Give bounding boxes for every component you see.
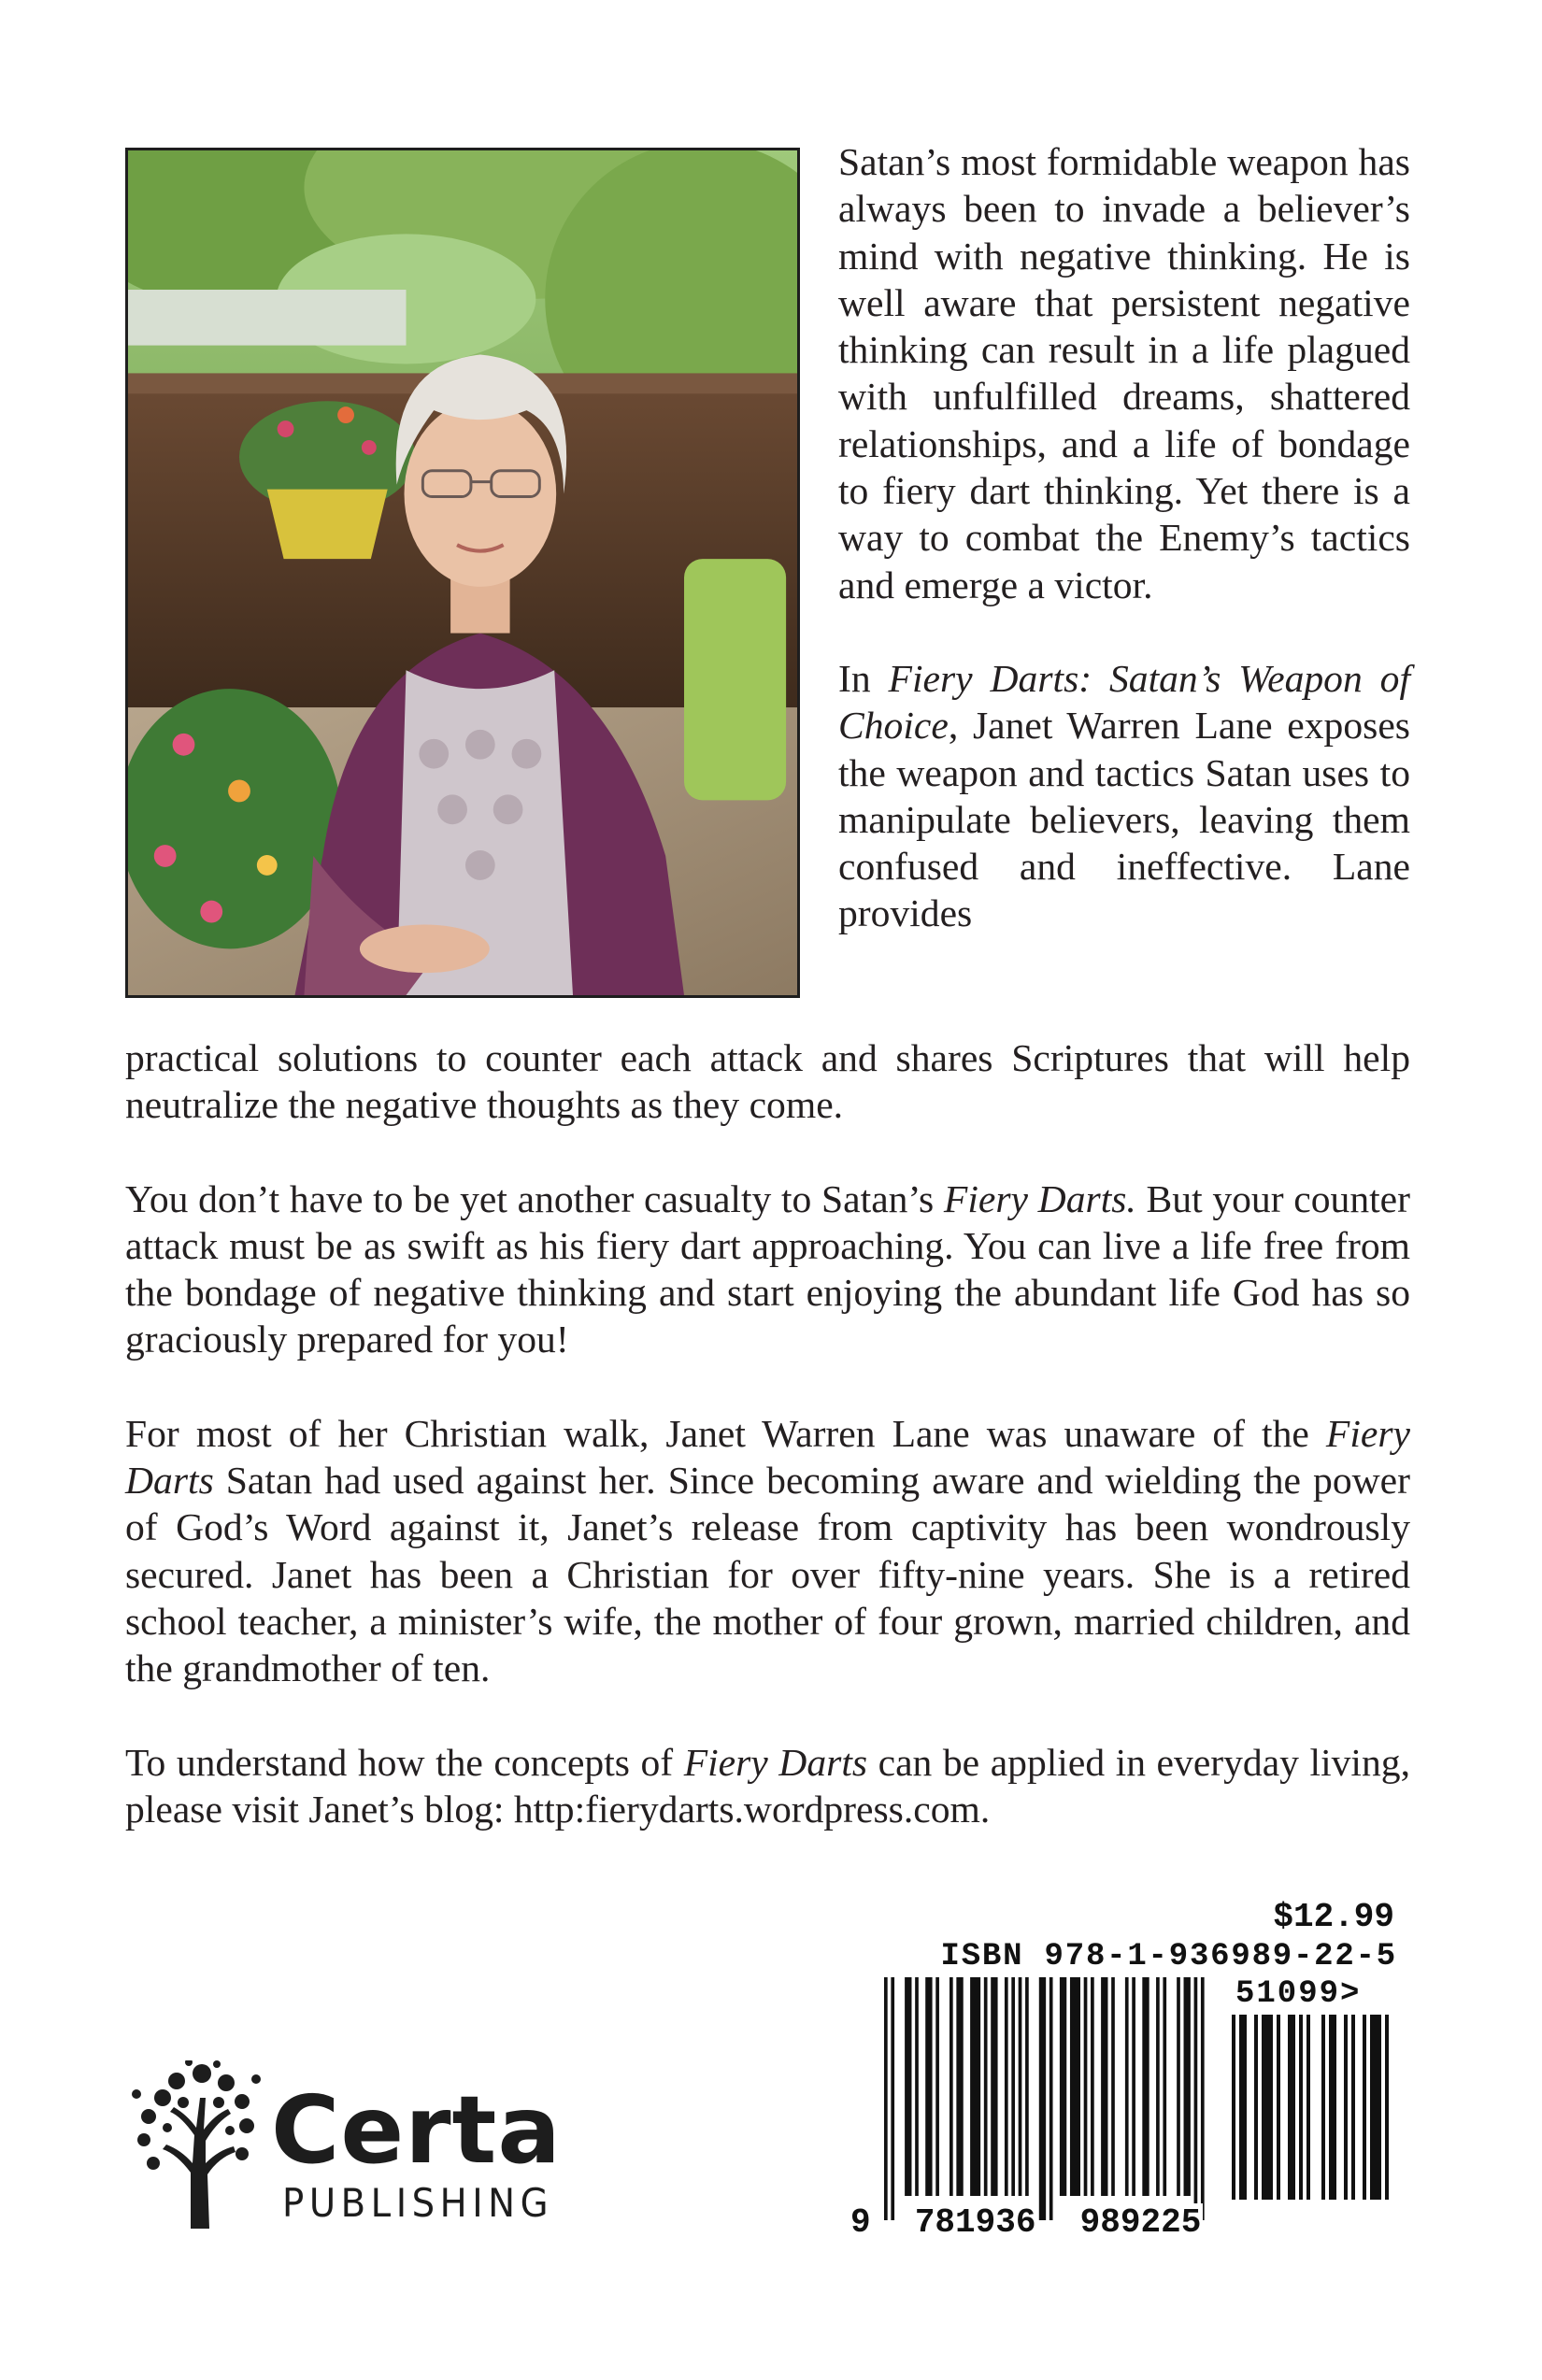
author-photo-image [128,150,797,995]
ean-digits-right: 989225 [1079,2203,1202,2242]
barcode-bar [1363,2015,1366,2200]
barcode-bar [925,1977,932,2196]
para5-lead: To understand how the concepts of [125,1740,684,1784]
para2-lead: In [838,656,889,700]
barcode-bar [1011,1977,1015,2196]
barcode-bar [884,1977,888,2220]
barcode-bar [1060,1977,1066,2196]
author-bio [125,1410,1410,1692]
barcode-bar [1091,1977,1094,2196]
barcode-bar [1111,1977,1115,2196]
publisher-logo [125,2060,593,2229]
barcode-bar [949,1977,953,2196]
barcode-bar [1005,1977,1008,2196]
addon-barcode-bars [1232,2015,1407,2220]
barcode-bar [1254,2015,1258,2200]
barcode-bar [905,1977,911,2196]
blurb-paragraph-1: Satan’s most formidable weapon has always been to invade a believer’s mind with negative thinking. He is well aware that persistent negative thinking can result in a life plagued with unfulfilled dreams, shattered relationships, and a life of bondage to fiery dart thinking. Yet there is a way to combat the Enemy’s tactics and emerge a victor. [838,140,1410,606]
para5-title: Fiery Darts [683,1740,868,1784]
addon-barcode [1232,2015,1407,2220]
ean-digits-left: 781936 [914,2203,1036,2242]
barcode-bar [1070,1977,1080,2196]
blurb-narrow-column [838,138,1410,937]
barcode-bar [1344,2015,1348,2200]
barcode-bar [1277,2015,1280,2200]
barcode-bar [1306,2015,1310,2200]
tree-icon [125,2060,265,2229]
barcode-bar [1288,2015,1295,2200]
barcode-bar [891,1977,894,2220]
barcode-bar [935,1977,939,2196]
blurb-paragraph-2-part-1 [838,655,1410,937]
barcode-bar [970,1977,980,2196]
para5-rest: can be applied in everyday living, please visit Janet’s blog: http:fierydarts.wordpress.com. [125,1740,1410,1831]
para3-lead: You don’t have to be yet another casualty to Satan’s [125,1176,944,1220]
publisher-name: Certa [271,2075,562,2185]
barcode-bar [1321,2015,1325,2200]
barcode-bar [1201,1977,1205,2220]
para4-rest: Satan had used against her. Since becoming aware and wielding the power of God’s Word against it, Janet’s release from captivity has been wondrously secured. Janet has been a Christian for over fifty-nine years. She is a retired school teacher, a minister’s wife, the mother of four grown, married children, and the grandmother of ten. [125,1459,1410,1690]
barcode-bar [915,1977,919,2196]
para3-rest: But your counter attack must be as swift as his fiery dart approaching. You can live a life free from the bondage of negative thinking and start enjoying the abundant life God has so graciously prepared for you! [125,1176,1410,1361]
barcode-bar [1156,1977,1160,2196]
book-title: Fiery Darts: Satan’s Weapon of Choice [838,656,1410,748]
barcode-bar [1132,1977,1135,2196]
blog-paragraph [125,1739,1410,1833]
ean-barcode-bars [884,1977,1211,2220]
barcode-bar [991,1977,997,2196]
ean-digits [849,2202,1222,2245]
publisher-subtitle: PUBLISHING [282,2180,554,2226]
ean-barcode [884,1977,1211,2220]
barcode-bar [1232,2015,1235,2200]
barcode-bar [1025,1977,1029,2196]
para4-title: Fiery Darts [125,1411,1410,1503]
para4-lead: For most of her Christian walk, Janet Warren Lane was unaware of the [125,1411,1326,1455]
barcode-bar [956,1977,963,2196]
blurb-paragraph-2-part-2: practical solutions to counter each attack and shares Scriptures that will help neutralize the negative thoughts as they come. [125,1036,1410,1127]
barcode-bar [1385,2015,1389,2200]
price-label: $12.99 [1273,1898,1394,1936]
barcode-bar [1019,1977,1022,2196]
price-addon-code: 51099> [1235,1976,1362,2012]
blurb-paragraph-3 [125,1176,1410,1363]
barcode-bar [1163,1977,1166,2196]
barcode-bar [1049,1977,1053,2220]
barcode-bar [984,1977,988,2196]
para2-narrow-text: , Janet Warren Lane exposes the weapon and tactics Satan uses to manipulate believers, leaving them confused and ineffective. Lane provides [838,704,1410,935]
barcode-bar [1039,1977,1046,2220]
barcode-bar [1194,1977,1198,2220]
barcode-bar [1184,1977,1191,2196]
barcode-bar [1262,2015,1273,2200]
author-photo [125,148,800,998]
barcode-bar [1370,2015,1381,2200]
barcode-bar [1351,2015,1355,2200]
barcode-bar [1101,1977,1107,2196]
barcode-bar [1177,1977,1180,2196]
barcode-bar [1125,1977,1129,2196]
barcode-bar [1239,2015,1247,2200]
barcode-bar [1329,2015,1336,2200]
blurb-wide-column [125,1034,1410,1832]
barcode-bar [1299,2015,1303,2200]
para3-title: Fiery Darts. [943,1176,1136,1220]
ean-digit-first: 9 [850,2203,871,2242]
isbn-label: ISBN 978-1-936989-22-5 [940,1939,1397,1974]
barcode-bar [1142,1977,1149,2196]
barcode-bar [1084,1977,1088,2196]
